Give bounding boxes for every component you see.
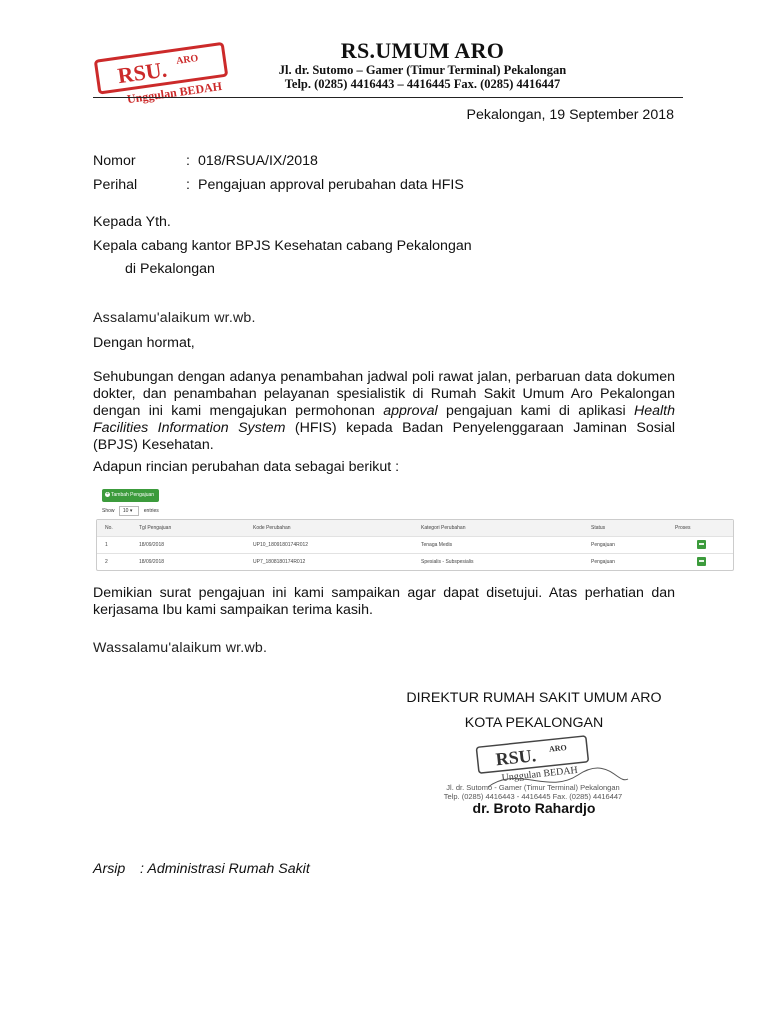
table-row	[97, 537, 733, 554]
show-label: Show	[102, 508, 115, 514]
header-category[interactable]: Kategori Perubahan	[421, 525, 466, 531]
signature-title-2: KOTA PEKALONGAN	[464, 715, 604, 731]
hospital-address: Jl. dr. Sutomo – Gamer (Timur Terminal) Pekalongan	[278, 63, 567, 77]
row-category: Tenaga Medis	[421, 542, 453, 548]
place-date: Pekalongan, 19 September 2018	[466, 107, 674, 123]
entries-select[interactable]	[119, 506, 139, 516]
body-paragraph-2: Adapun rincian perubahan data sebagai berikut :	[93, 459, 400, 475]
archive-label: Arsip	[93, 861, 126, 877]
row-code: UP7_1808180174R012	[253, 559, 306, 565]
letterhead-divider	[93, 97, 683, 98]
opening: Dengan hormat,	[93, 335, 195, 351]
perihal-label: Perihal	[93, 177, 138, 193]
body-p1-part1: Sehubungan dengan adanya penambahan jadwal poli rawat jalan, perbaruan data dokumen dokter, dan penambahan pelayanan spesialistik di Rumah Sakit Umum Aro Pekalongan dengan ini kami mengajukan permohonan	[93, 369, 675, 419]
archive-value: : Administrasi Rumah Sakit	[140, 861, 310, 877]
entries-label: entries	[143, 508, 159, 514]
body-paragraph-3: Demikian surat pengajuan ini kami sampaikan agar dapat disetujui. Atas perhatian dan kerjasama Ibu kami sampaikan terima kasih.	[93, 585, 675, 618]
body-p1-italic-hfis: Health Facilities Information System	[93, 403, 675, 436]
process-icon[interactable]	[697, 557, 706, 566]
header-status[interactable]: Status	[591, 525, 606, 531]
row-no: 1	[105, 542, 108, 548]
chevron-down-icon: ▾	[129, 508, 133, 514]
header-code[interactable]: Kode Perubahan	[253, 525, 291, 531]
body-p1-part3: (HFIS) kepada Badan Penyelenggaraan Jaminan Sosial (BPJS) Kesehatan.	[93, 420, 676, 453]
nomor-value: 018/RSUA/IX/2018	[198, 153, 318, 169]
body-p1-part2: pengajuan kami di aplikasi	[437, 403, 634, 419]
stamp-phone: Telp. (0285) 4416443 - 4416445 Fax. (0285) 4416447	[443, 792, 623, 801]
header-date[interactable]: Tgl Pengajuan	[139, 525, 172, 531]
recipient-location: di Pekalongan	[125, 261, 215, 277]
stamp-text-main: RSU.	[494, 745, 538, 770]
salutation-open: Assalamu'alaikum wr.wb.	[93, 310, 256, 326]
add-submission-button[interactable]	[102, 489, 159, 502]
table-row	[97, 554, 733, 570]
recipient-greeting: Kepada Yth.	[93, 214, 171, 230]
hfis-table-screenshot	[92, 484, 734, 578]
row-code: UP10_1809180174R012	[253, 542, 309, 548]
entries-select-value: 10	[122, 508, 129, 514]
hospital-name: RS.UMUM ARO	[340, 38, 505, 63]
signatory-name: dr. Broto Rahardjo	[472, 800, 596, 816]
header-no[interactable]: No.	[105, 525, 113, 531]
add-submission-label: Tambah Pengajuan	[111, 492, 155, 498]
body-p1-italic-approval: approval	[383, 403, 438, 419]
row-category: Spesialis - Subspesialis	[421, 559, 474, 565]
hospital-logo	[88, 40, 238, 110]
hospital-stamp	[418, 735, 648, 805]
logo-tagline: Unggulan BEDAH	[126, 78, 223, 107]
header-process[interactable]: Proses	[675, 525, 691, 531]
submissions-table	[96, 519, 734, 571]
salutation-close: Wassalamu'alaikum wr.wb.	[93, 640, 268, 656]
table-header-row	[97, 520, 733, 537]
row-date: 18/09/2018	[139, 559, 165, 565]
stamp-tagline: Unggulan BEDAH	[501, 764, 579, 784]
hospital-address-block	[240, 63, 605, 91]
perihal-value: Pengajuan approval perubahan data HFIS	[198, 177, 464, 193]
nomor-colon: :	[186, 153, 190, 169]
process-icon[interactable]	[697, 540, 706, 549]
perihal-colon: :	[186, 177, 190, 193]
row-status: Pengajuan	[591, 559, 615, 565]
row-no: 2	[105, 559, 108, 565]
logo-text-aro: ARO	[175, 52, 200, 67]
signature-title-1: DIREKTUR RUMAH SAKIT UMUM ARO	[406, 690, 662, 706]
nomor-label: Nomor	[93, 153, 136, 169]
stamp-text-aro: ARO	[548, 742, 568, 754]
stamp-address: Jl. dr. Sutomo - Gamer (Timur Terminal) Pekalongan	[446, 783, 620, 792]
recipient-name: Kepala cabang kantor BPJS Kesehatan cabang Pekalongan	[93, 238, 472, 254]
logo-text-main: RSU.	[115, 56, 169, 89]
row-status: Pengajuan	[591, 542, 615, 548]
body-paragraph-1	[93, 369, 675, 454]
row-date: 18/09/2018	[139, 542, 165, 548]
hospital-phone: Telp. (0285) 4416443 – 4416445 Fax. (0285) 4416447	[284, 77, 561, 91]
show-entries	[102, 506, 159, 516]
plus-icon: +	[106, 491, 109, 498]
